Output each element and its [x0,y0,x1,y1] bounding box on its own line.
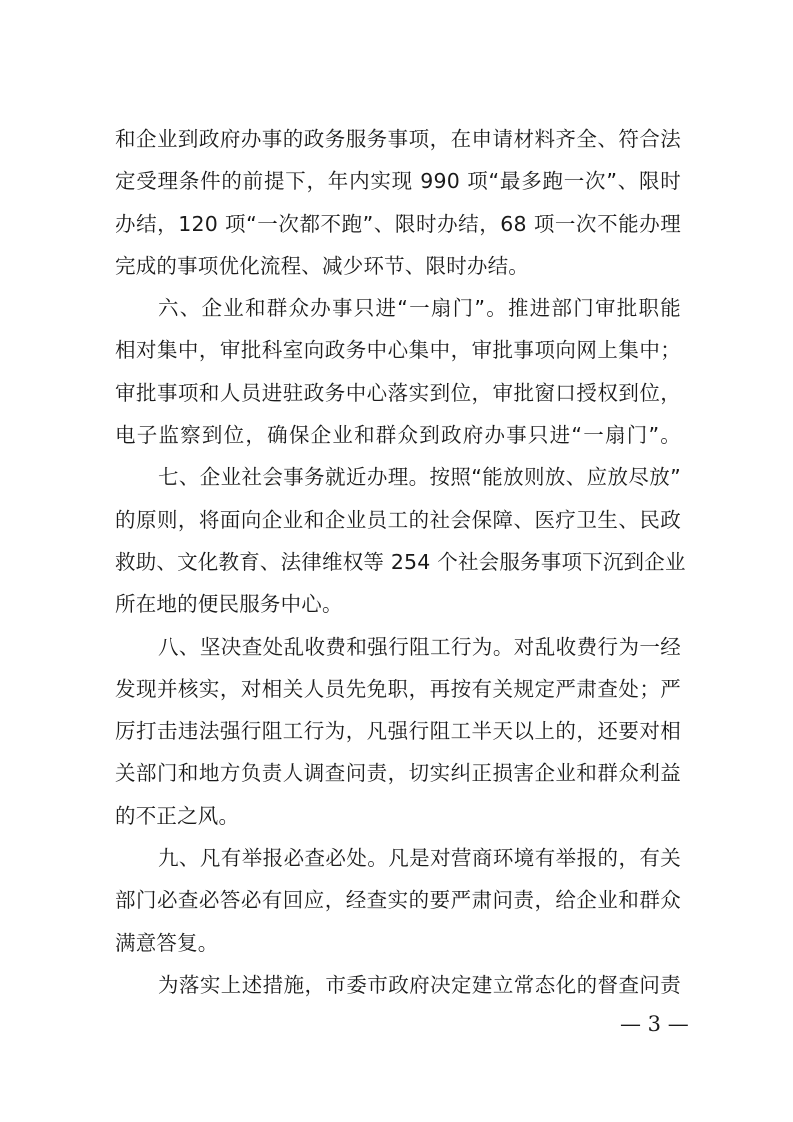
text-line: 办结，120 项“一次都不跑”、限时办结，68 项一次不能办理 [115,211,681,236]
paragraph [115,456,686,625]
text-line: 关部门和地方负责人调查问责，切实纠正损害企业和群众利益 [115,761,681,786]
paragraph [115,837,681,964]
paragraph [115,964,681,1006]
page-number: — 3 — [620,1012,689,1036]
text-line: 相对集中，审批科室向政务中心集中，审批事项向网上集中； [115,338,681,363]
text-line: 定受理条件的前提下，年内实现 990 项“最多跑一次”、限时 [115,169,681,194]
text-line: 发现并核实，对相关人员先免职，再按有关规定严肃查处；严 [115,676,681,701]
text-line: 七、企业社会事务就近办理。按照“能放则放、应放尽放” [158,465,681,490]
text-line: 八、坚决查处乱收费和强行阻工行为。对乱收费行为一经 [158,634,681,659]
text-line: 部门必查必答必有回应，经查实的要严肃问责，给企业和群众 [115,888,681,913]
text-line: 的原则，将面向企业和企业员工的社会保障、医疗卫生、民政 [115,507,681,532]
text-line: 救助、文化教育、法律维权等 254 个社会服务事项下沉到企业 [115,549,686,574]
text-line: 满意答复。 [115,930,219,955]
paragraph [115,118,681,287]
text-line: 九、凡有举报必查必处。凡是对营商环境有举报的，有关 [158,846,681,871]
text-line: 六、企业和群众办事只进“一扇门”。推进部门审批职能 [158,296,681,321]
text-line: 审批事项和人员进驻政务中心落实到位，审批窗口授权到位， [115,380,681,405]
text-line: 为落实上述措施，市委市政府决定建立常态化的督查问责 [158,972,681,997]
text-line: 所在地的便民服务中心。 [115,592,343,617]
paragraph [115,287,681,456]
text-line: 的不正之风。 [115,803,240,828]
document-body [115,118,686,1006]
text-line: 完成的事项优化流程、减少环节、限时办结。 [115,253,529,278]
text-line: 厉打击违法强行阻工行为，凡强行阻工半天以上的，还要对相 [115,719,681,744]
text-line: 电子监察到位，确保企业和群众到政府办事只进“一扇门”。 [115,423,681,448]
text-line: 和企业到政府办事的政务服务事项，在申请材料齐全、符合法 [115,127,681,151]
paragraph [115,626,681,837]
